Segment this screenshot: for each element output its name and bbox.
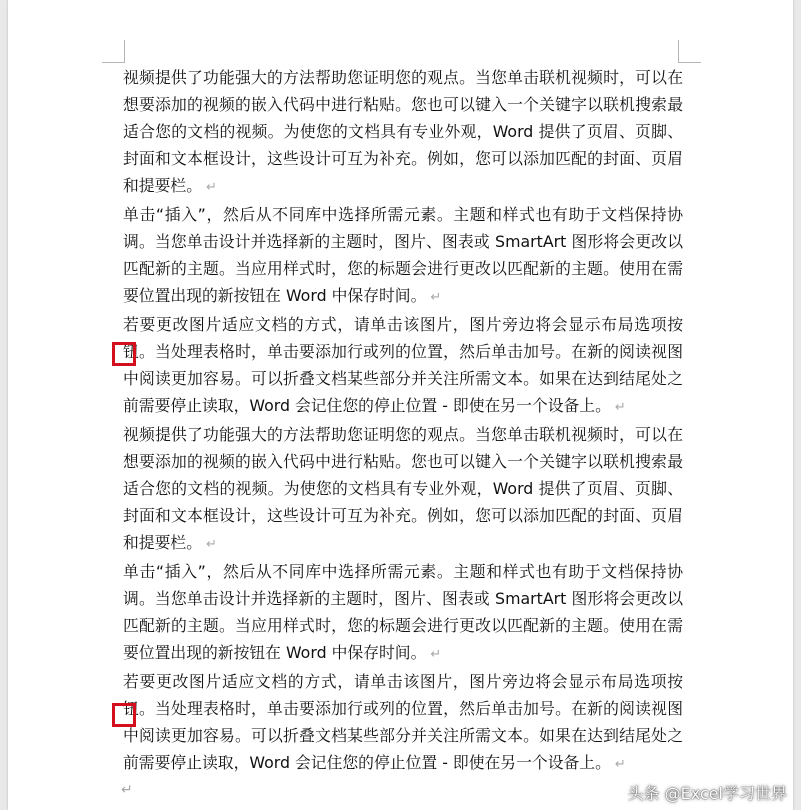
paragraph-mark-icon: ↵ [430, 647, 442, 662]
paragraph-5[interactable]: 单击“插入”，然后从不同库中选择所需元素。主题和样式也有助于文档保持协调。当您单击设计并选择新的主题时，图片、图表或 SmartArt 图形将会更改以匹配新的主题。当应用样式时，您的标题会进行更改以匹配新的主题。使用在需要位置出现的新按钮在 Word 中保存时间。 ↵ [123, 562, 683, 662]
watermark: 头条 @Excel学习世界 [627, 784, 787, 803]
highlight-box-1 [112, 342, 136, 366]
paragraph-mark-icon: ↵ [614, 400, 626, 415]
highlight-box-2 [112, 703, 136, 727]
paragraph-mark-icon: ↵ [206, 537, 217, 552]
document-page[interactable] [8, 0, 793, 810]
document-body[interactable] [123, 64, 683, 778]
paragraph-1[interactable]: 视频提供了功能强大的方法帮助您证明您的观点。当您单击联机视频时，可以在想要添加的视频的嵌入代码中进行粘贴。您也可以键入一个关键字以联机搜索最适合您的文档的视频。为使您的文档具有专业外观，Word 提供了页眉、页脚、封面和文本框设计，这些设计可互为补充。例如，您可以添加匹配的封面、页眉和提要栏。 ↵ [123, 68, 683, 195]
paragraph-mark-icon: ↵ [614, 757, 626, 772]
paragraph-2[interactable]: 单击“插入”，然后从不同库中选择所需元素。主题和样式也有助于文档保持协调。当您单击设计并选择新的主题时，图片、图表或 SmartArt 图形将会更改以匹配新的主题。当应用样式时，您的标题会进行更改以匹配新的主题。使用在需要位置出现的新按钮在 Word 中保存时间。 ↵ [123, 205, 683, 305]
margin-corner-top-right [678, 40, 701, 63]
empty-paragraph-mark-icon: ↵ [121, 782, 133, 798]
paragraph-4[interactable]: 视频提供了功能强大的方法帮助您证明您的观点。当您单击联机视频时，可以在想要添加的视频的嵌入代码中进行粘贴。您也可以键入一个关键字以联机搜索最适合您的文档的视频。为使您的文档具有专业外观，Word 提供了页眉、页脚、封面和文本框设计，这些设计可互为补充。例如，您可以添加匹配的封面、页眉和提要栏。 ↵ [123, 425, 683, 552]
paragraph-6[interactable]: 若要更改图片适应文档的方式，请单击该图片，图片旁边将会显示布局选项按钮。当处理表格时，单击要添加行或列的位置，然后单击加号。在新的阅读视图中阅读更加容易。可以折叠文档某些部分并关注所需文本。如果在达到结尾处之前需要停止读取，Word 会记住您的停止位置 - 即使在另一个设备上。 ↵ [123, 672, 683, 772]
margin-corner-top-left [102, 40, 125, 63]
paragraph-mark-icon: ↵ [206, 180, 217, 195]
paragraph-mark-icon: ↵ [430, 290, 442, 305]
paragraph-3[interactable]: 若要更改图片适应文档的方式，请单击该图片，图片旁边将会显示布局选项按钮。当处理表格时，单击要添加行或列的位置，然后单击加号。在新的阅读视图中阅读更加容易。可以折叠文档某些部分并关注所需文本。如果在达到结尾处之前需要停止读取，Word 会记住您的停止位置 - 即使在另一个设备上。 ↵ [123, 315, 683, 415]
